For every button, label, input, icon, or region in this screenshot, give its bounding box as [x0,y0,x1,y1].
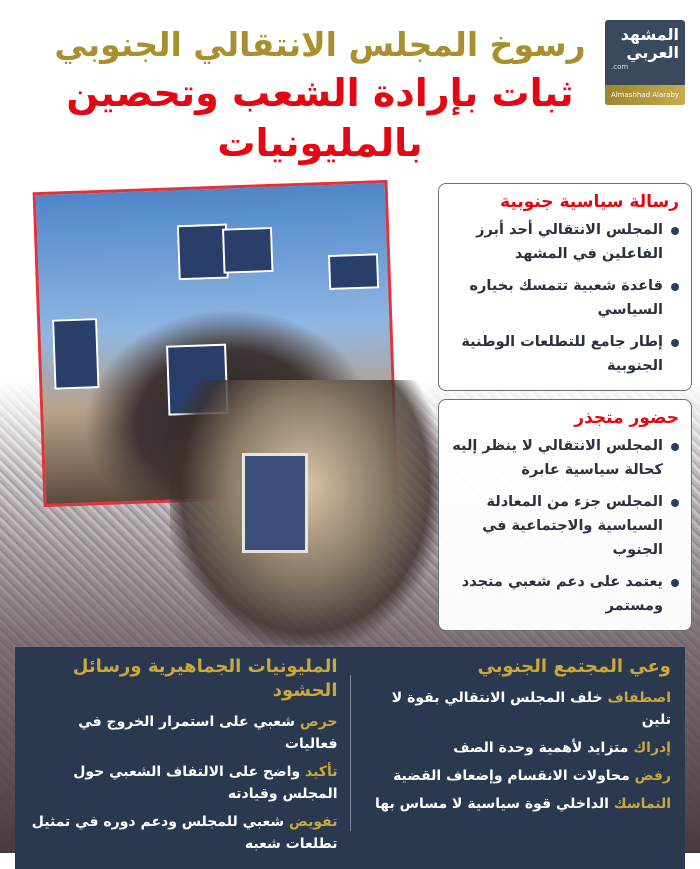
list-item: إطار جامع للتطلعات الوطنية الجنوبية [449,330,679,378]
southern-political-message-box [438,183,692,391]
logo-arabic: المشهد العربي [620,25,679,62]
poster [328,253,379,290]
rooted-presence-box [438,399,692,631]
bottom-panel [15,647,685,869]
keyword: اصطفاف [607,690,671,706]
held-portrait [242,453,308,553]
poster [52,318,99,390]
logo-english: Almashhad Alaraby [605,85,685,105]
list-item [29,711,338,755]
list-item: قاعدة شعبية تتمسك بخياره السياسي [449,274,679,322]
column-divider [350,675,351,831]
list-item [363,687,672,731]
column-heading: وعي المجتمع الجنوبي [477,656,671,677]
list-item [363,793,672,815]
item-text: محاولات الانقسام وإضعاف القضية [393,768,635,784]
list-item [29,761,338,805]
keyword: رفض [634,768,671,784]
list-item: المجلس الانتقالي لا ينظر إليه كحالة سياسية عابرة [449,434,679,482]
side-boxes [438,183,692,631]
page-title [40,24,600,166]
poster [222,227,274,274]
list-item [363,737,672,759]
logo-domain: .com [611,63,629,71]
title-line-1: رسوخ المجلس الانتقالي الجنوبي [54,25,586,64]
item-text: خلف المجلس الانتقالي بقوة لا تلين [391,690,671,728]
keyword: إدراك [633,740,671,756]
item-text: واضح على الالتفاف الشعبي حول المجلس وقيادته [73,764,338,802]
keyword: حرص [299,714,338,730]
keyword: تأكيد [305,764,338,780]
title-line-2: ثبات بإرادة الشعب وتحصين [66,71,574,115]
list-item: المجلس الانتقالي أحد أبرز الفاعلين في المشهد [449,218,679,266]
list-item: المجلس جزء من المعادلة السياسية والاجتماعية في الجنوب [449,490,679,562]
list-item [363,765,672,787]
box-heading: حضور متجذر [574,408,679,428]
brand-logo [605,20,685,105]
list-item: يعتمد على دعم شعبي متجدد ومستمر [449,570,679,618]
southern-awareness-column [363,655,672,861]
item-text: متزايد لأهمية وحدة الصف [453,740,634,756]
keyword: التماسك [613,796,671,812]
box-heading: رسالة سياسية جنوبية [500,192,679,212]
item-text: الداخلي قوة سياسية لا مساس بها [375,796,614,812]
column-heading: المليونيات الجماهيرية ورسائل الحشود [72,656,338,701]
title-line-3: بالمليونيات [217,121,423,165]
item-text: شعبي على استمرار الخروج في فعاليات [78,714,338,752]
item-text: شعبي للمجلس ودعم دوره في تمثيل تطلعات شعبه [31,814,338,852]
poster [177,224,229,281]
list-item [29,811,338,855]
keyword: تفويض [289,814,338,830]
mass-rallies-column [29,655,338,861]
